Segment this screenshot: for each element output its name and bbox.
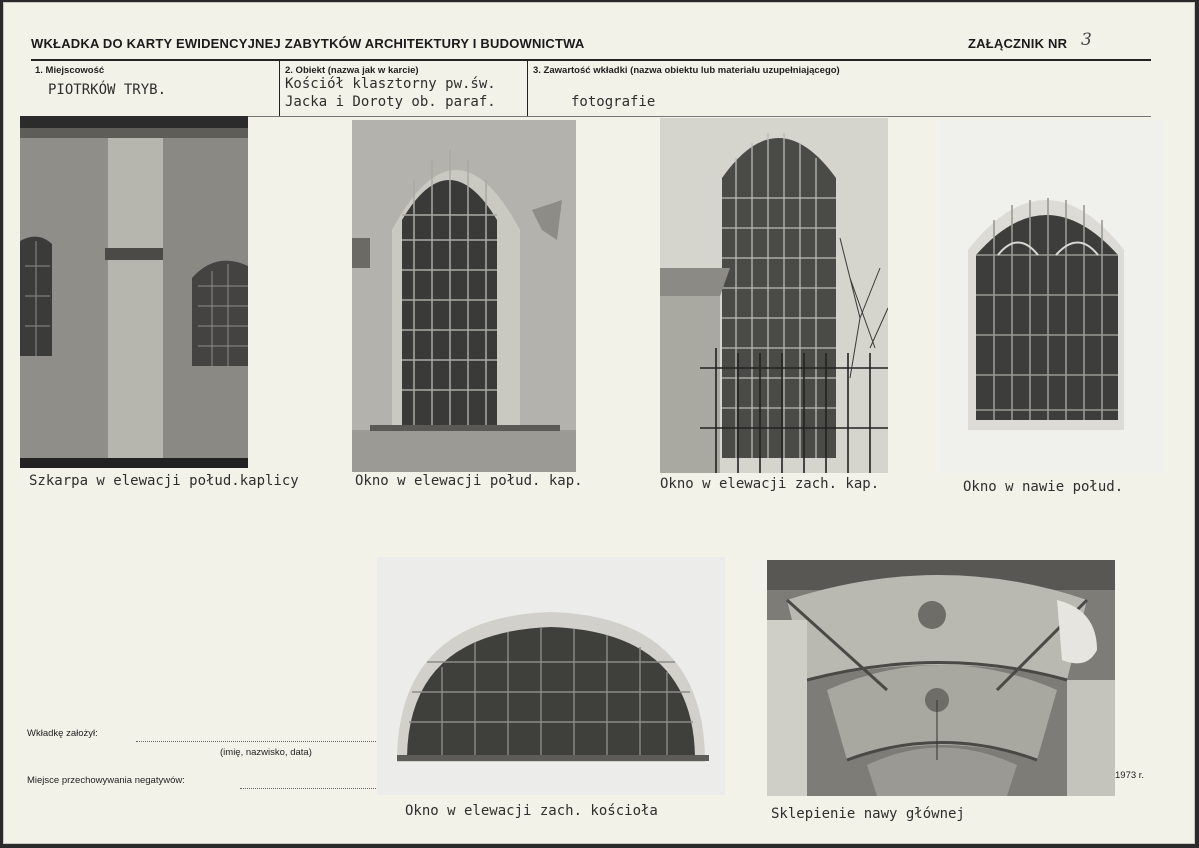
caption-west-church-window: Okno w elewacji zach. kościoła <box>405 803 658 819</box>
negatives-field <box>240 788 376 789</box>
photo-west-church-window <box>377 557 725 795</box>
annex-label: ZAŁĄCZNIK NR <box>968 36 1068 51</box>
annex-number: 3 <box>1081 30 1092 50</box>
caption-buttress: Szkarpa w elewacji połud.kaplicy <box>29 473 299 489</box>
content-value: fotografie <box>571 94 656 110</box>
field-divider <box>279 61 280 116</box>
caption-south-chapel-window: Okno w elewacji połud. kap. <box>355 473 583 489</box>
sheet-title: WKŁADKA DO KARTY EWIDENCYJNEJ ZABYTKÓW ARCHITEKTURY I BUDOWNICTWA <box>31 36 585 51</box>
place-value: PIOTRKÓW TRYB. <box>48 82 167 98</box>
content-label: 3. Zawartość wkładki (nazwa obiektu lub materiału uzupełniającego) <box>533 65 840 76</box>
created-by-field <box>136 741 376 742</box>
year-stamp: 1973 r. <box>1115 770 1145 781</box>
created-by-label: Wkładkę założył: <box>27 728 98 739</box>
caption-west-chapel-window: Okno w elewacji zach. kap. <box>660 476 880 492</box>
caption-nave-window: Okno w nawie połud. <box>963 479 1124 495</box>
photo-west-chapel-window <box>660 118 888 473</box>
place-label: 1. Miejscowość <box>35 65 105 76</box>
photo-south-chapel-window <box>352 120 576 472</box>
photo-main-nave-vault <box>767 560 1115 796</box>
photo-buttress <box>20 116 248 468</box>
record-sheet <box>3 2 1195 844</box>
object-value-line2: Jacka i Doroty ob. paraf. <box>285 94 496 110</box>
caption-main-nave-vault: Sklepienie nawy głównej <box>771 806 965 822</box>
object-label: 2. Obiekt (nazwa jak w karcie) <box>285 65 419 76</box>
photo-nave-window <box>938 120 1164 473</box>
field-divider <box>527 61 528 116</box>
header-rule <box>31 59 1151 61</box>
negatives-label: Miejsce przechowywania negatywów: <box>27 775 185 786</box>
created-by-hint: (imię, nazwisko, data) <box>220 747 312 758</box>
object-value-line1: Kościół klasztorny pw.św. <box>285 76 496 92</box>
